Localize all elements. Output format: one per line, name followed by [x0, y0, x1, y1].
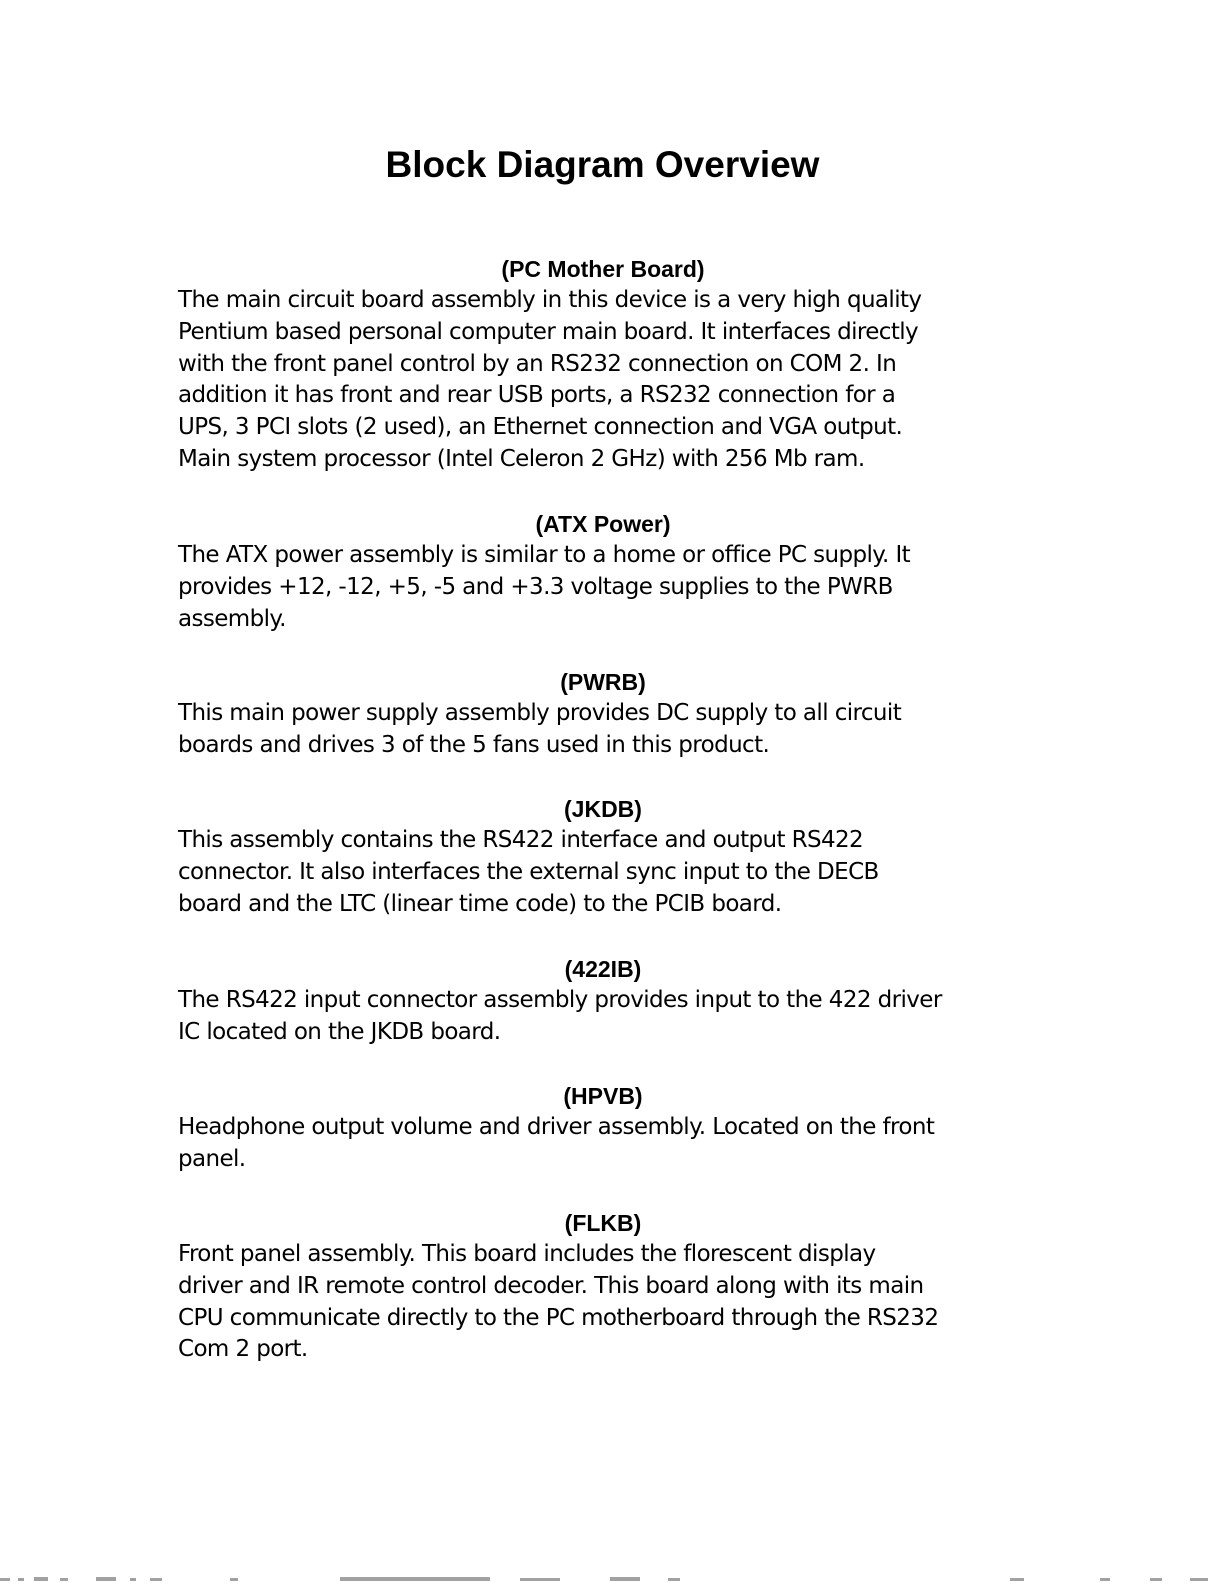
body-line: board and the LTC (linear time code) to the PCIB board.	[178, 890, 782, 917]
section-pc-mother-board	[178, 253, 1048, 476]
body-line: Main system processor (Intel Celeron 2 GHz) with 256 Mb ram.	[178, 445, 865, 472]
section-body	[178, 285, 1048, 476]
body-line: The main circuit board assembly in this device is a very high quality	[178, 287, 922, 313]
section-body	[178, 825, 1048, 920]
body-line: IC located on the JKDB board.	[178, 1018, 501, 1045]
body-line: provides +12, -12, +5, -5 and +3.3 voltage supplies to the PWRB	[178, 573, 893, 600]
body-line: UPS, 3 PCI slots (2 used), an Ethernet connection and VGA output.	[178, 414, 903, 441]
body-line: driver and IR remote control decoder. This board along with its main	[178, 1272, 924, 1299]
body-line: The ATX power assembly is similar to a home or office PC supply. It	[178, 542, 911, 568]
body-line: panel.	[178, 1145, 246, 1172]
body-line: Headphone output volume and driver assembly. Located on the front	[178, 1114, 935, 1140]
section-body	[178, 985, 1048, 1049]
section-heading: (HPVB)	[563, 1083, 643, 1109]
body-line: The RS422 input connector assembly provides input to the 422 driver	[178, 987, 942, 1013]
section-body	[178, 698, 1048, 762]
body-line: addition it has front and rear USB ports, a RS232 connection for a	[178, 382, 896, 409]
body-line: Pentium based personal computer main board. It interfaces directly	[178, 318, 919, 345]
section-heading: (PWRB)	[560, 669, 646, 695]
body-line: Com 2 port.	[178, 1336, 308, 1363]
section-hpvb	[178, 1080, 1048, 1176]
section-atx-power	[178, 508, 1048, 635]
body-line: This main power supply assembly provides DC supply to all circuit	[178, 700, 902, 726]
body-line: boards and drives 3 of the 5 fans used in this product.	[178, 731, 770, 758]
section-heading: (FLKB)	[564, 1210, 642, 1236]
section-422ib	[178, 953, 1048, 1049]
body-line: connector. It also interfaces the external sync input to the DECB	[178, 858, 879, 885]
body-line: with the front panel control by an RS232 connection on COM 2. In	[178, 350, 897, 377]
section-heading: (JKDB)	[564, 796, 642, 822]
section-flkb	[178, 1207, 1048, 1366]
scan-artifact-strip	[0, 1569, 1220, 1583]
section-jkdb	[178, 793, 1048, 920]
section-heading: (PC Mother Board)	[501, 256, 705, 282]
scan-artifact-graphic	[0, 1569, 1220, 1583]
section-body	[178, 540, 1048, 635]
body-line: CPU communicate directly to the PC motherboard through the RS232	[178, 1304, 939, 1331]
body-line: This assembly contains the RS422 interface and output RS422	[178, 827, 864, 853]
section-heading: (ATX Power)	[535, 511, 671, 537]
section-pwrb	[178, 666, 1048, 762]
section-body	[178, 1112, 1048, 1176]
body-line: Front panel assembly. This board includes the florescent display	[178, 1241, 876, 1267]
section-body	[178, 1239, 1048, 1366]
section-heading: (422IB)	[564, 956, 642, 982]
body-line: assembly.	[178, 605, 286, 632]
page-title: Block Diagram Overview	[385, 144, 820, 185]
